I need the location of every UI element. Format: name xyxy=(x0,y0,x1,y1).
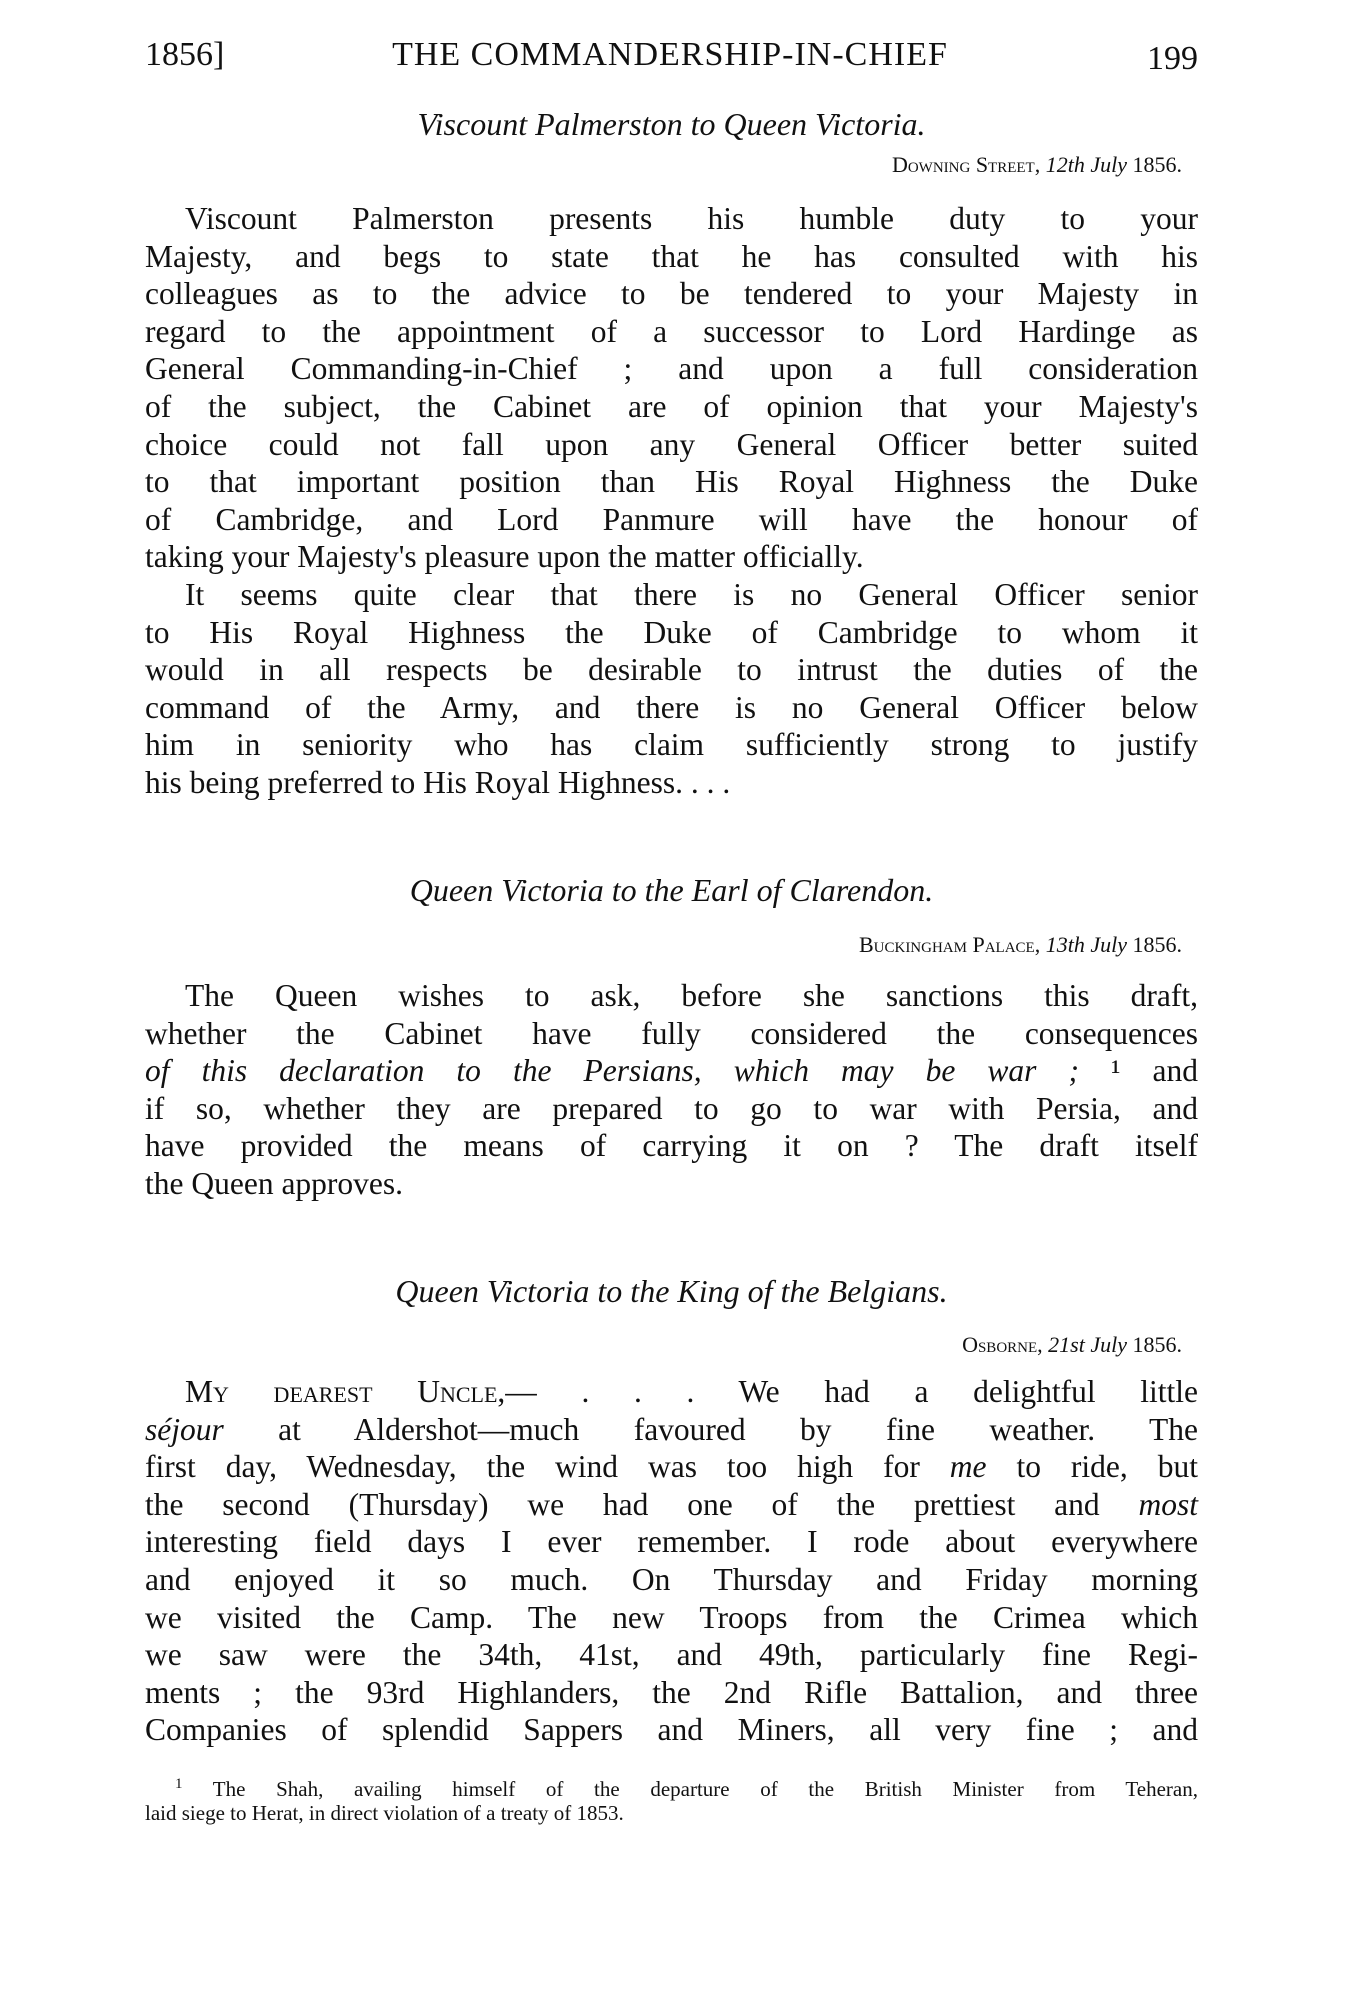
text-line xyxy=(145,977,1198,1015)
text-segment: taking your Majesty's pleasure upon the matter officially. xyxy=(145,539,864,575)
text-line xyxy=(145,313,1198,351)
text-segment: ¹ and xyxy=(1078,1053,1198,1089)
dateline-day: 13th xyxy=(1045,932,1085,957)
text-segment: Viscount Palmerston presents his humble duty to your xyxy=(185,201,1198,236)
text-line xyxy=(145,501,1198,539)
dateline xyxy=(892,152,1182,178)
dateline-month: July xyxy=(1090,1332,1127,1357)
paragraph xyxy=(145,977,1198,1203)
text-segment: regard to the appointment of a successor to Lord Hardinge as xyxy=(145,313,1198,349)
text-segment: the second (Thursday) we had one of the prettiest and xyxy=(145,1486,1139,1522)
text-line xyxy=(145,1599,1198,1637)
text-line xyxy=(145,538,1198,576)
text-segment: we saw were the 34th, 41st, and 49th, particularly fine Regi- xyxy=(145,1637,1198,1673)
text-segment: and enjoyed it so much. On Thursday and Friday morning xyxy=(145,1561,1198,1597)
text-line xyxy=(145,200,1198,238)
dateline-day: 21st xyxy=(1048,1332,1085,1357)
text-line xyxy=(145,1052,1198,1090)
text-segment: whether the Cabinet have fully considered the consequences xyxy=(145,1015,1198,1051)
text-line xyxy=(145,275,1198,313)
text-line xyxy=(145,764,1198,802)
paragraph xyxy=(145,1373,1198,1749)
dateline xyxy=(962,1332,1182,1358)
text-line xyxy=(145,651,1198,689)
text-line xyxy=(145,726,1198,764)
text-segment: to ride, but xyxy=(986,1449,1198,1485)
text-line xyxy=(145,1090,1198,1128)
text-segment: choice could not fall upon any General Officer better suited xyxy=(145,426,1198,462)
text-line xyxy=(145,1636,1198,1674)
text-line xyxy=(145,1674,1198,1712)
paragraph xyxy=(145,576,1198,802)
dateline-place: Buckingham Palace, xyxy=(858,932,1041,957)
paragraph xyxy=(145,200,1198,576)
text-segment: of Cambridge, and Lord Panmure will have the honour of xyxy=(145,501,1198,537)
text-segment: ments ; the 93rd Highlanders, the 2nd Rifle Battalion, and three xyxy=(145,1674,1198,1710)
text-line xyxy=(145,388,1198,426)
text-line xyxy=(145,1523,1198,1561)
text-segment: if so, whether they are prepared to go to war with Persia, and xyxy=(145,1090,1198,1126)
text-segment: would in all respects be desirable to intrust the duties of the xyxy=(145,652,1198,688)
text-segment: to that important position than His Royal Highness the Duke xyxy=(145,464,1198,500)
text-segment: — . . . We had a delightful little xyxy=(505,1374,1198,1409)
text-segment: we visited the Camp. The new Troops from the Crimea which xyxy=(145,1599,1198,1635)
text-line xyxy=(145,1711,1198,1749)
text-segment: General Commanding-in-Chief ; and upon a full consideration xyxy=(145,351,1198,387)
text-line xyxy=(145,1448,1198,1486)
text-segment: me xyxy=(949,1449,987,1485)
text-segment: to His Royal Highness the Duke of Cambridge to whom it xyxy=(145,614,1198,650)
letter-title: Queen Victoria to the King of the Belgians. xyxy=(395,1273,948,1309)
text-line xyxy=(145,1165,1198,1203)
text-segment: have provided the means of carrying it on ? The draft itself xyxy=(145,1128,1198,1164)
text-segment: most xyxy=(1138,1486,1198,1522)
dateline-day: 12th xyxy=(1045,152,1085,177)
running-head-title: THE COMMANDERSHIP-IN-CHIEF xyxy=(392,36,948,73)
text-line xyxy=(145,1373,1198,1411)
text-segment: My dearest Uncle, xyxy=(185,1374,506,1409)
footnote-line: The Shah, availing himself of the departure of the British Minister from Teheran, xyxy=(212,1777,1199,1801)
text-line xyxy=(145,1561,1198,1599)
text-segment: interesting field days I ever remember. I rode about everywhere xyxy=(145,1524,1198,1560)
text-segment: the Queen approves. xyxy=(145,1165,404,1201)
dateline-place: Osborne, xyxy=(962,1332,1043,1357)
text-segment: command of the Army, and there is no General Officer below xyxy=(145,689,1198,725)
text-segment: of this declaration to the Persians, which may be war ; xyxy=(145,1053,1079,1089)
text-line xyxy=(145,614,1198,652)
text-segment: Companies of splendid Sappers and Miners, all very fine ; and xyxy=(145,1712,1198,1748)
dateline-month: July xyxy=(1090,152,1127,177)
letter-title: Viscount Palmerston to Queen Victoria. xyxy=(417,106,926,142)
dateline xyxy=(859,932,1182,958)
text-segment: Majesty, and begs to state that he has consulted with his xyxy=(145,238,1198,274)
footnote-marker: 1 xyxy=(175,1776,183,1792)
dateline-year: 1856. xyxy=(1132,932,1182,957)
text-segment: séjour xyxy=(145,1411,224,1447)
text-segment: The Queen wishes to ask, before she sanctions this draft, xyxy=(185,978,1198,1013)
text-line xyxy=(145,1411,1198,1449)
text-segment: him in seniority who has claim sufficiently strong to justify xyxy=(145,727,1198,763)
dateline-year: 1856. xyxy=(1132,152,1182,177)
dateline-place: Downing Street, xyxy=(891,152,1041,177)
dateline-year: 1856. xyxy=(1132,1332,1182,1357)
dateline-month: July xyxy=(1090,932,1127,957)
text-line xyxy=(145,689,1198,727)
running-head-year: 1856] xyxy=(145,36,225,73)
text-line xyxy=(145,576,1198,614)
text-line xyxy=(145,350,1198,388)
text-line xyxy=(145,1486,1198,1524)
text-line xyxy=(145,238,1198,276)
text-segment: It seems quite clear that there is no General Officer senior xyxy=(185,577,1198,612)
text-segment: first day, Wednesday, the wind was too high for xyxy=(145,1449,950,1485)
text-line xyxy=(145,463,1198,501)
footnote-line: laid siege to Herat, in direct violation of a treaty of 1853. xyxy=(145,1801,624,1825)
footnote xyxy=(145,1770,1198,1828)
text-segment: colleagues as to the advice to be tendered to your Majesty in xyxy=(145,276,1198,312)
text-line xyxy=(145,426,1198,464)
text-line xyxy=(145,1127,1198,1165)
text-segment: at Aldershot—much favoured by fine weather. The xyxy=(223,1411,1198,1447)
text-segment: of the subject, the Cabinet are of opinion that your Majesty's xyxy=(145,388,1198,424)
text-segment: his being preferred to His Royal Highness. . . . xyxy=(145,764,731,800)
letter-title: Queen Victoria to the Earl of Clarendon. xyxy=(409,872,934,908)
text-line xyxy=(145,1015,1198,1053)
page-number: 199 xyxy=(1147,40,1198,77)
